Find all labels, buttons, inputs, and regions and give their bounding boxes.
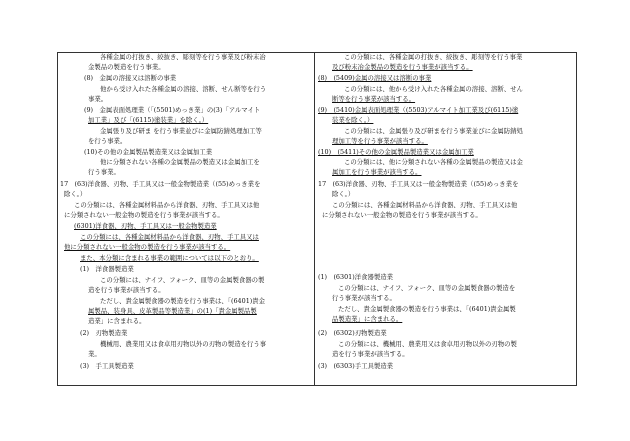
right-column-line: 理加工等を行う事業が該当する。 [332, 137, 428, 145]
left-column-line: また、本分類に含まれる事業の範囲については以下のとおり。 [80, 254, 259, 262]
left-column-line: 行う事業。 [88, 168, 120, 176]
right-column-line: に分類されない一般金物の製造を行う事業が該当する。 [322, 211, 482, 219]
right-column-line: この分類には、ナイフ、フォーク、皿等の金属製食器の製造を [338, 284, 516, 292]
left-column-line: に分類されない一般金物の製造を行う事業が該当する。 [64, 211, 224, 219]
right-column-line: この分類には、他に分類されない各種の金属製品の製造又は金 [344, 158, 523, 166]
left-column-line: (9) 金属表面処理業（「(5501)めっき業」の(3)「アルマイト [84, 106, 261, 114]
column-divider [314, 52, 315, 386]
left-column-line: 除く。） [64, 190, 87, 198]
right-column-line: この分類には、他から受け入れた各種金属の溶接、溶断、せん [344, 85, 523, 93]
left-column-line: (1) 洋食器製造業 [80, 265, 134, 273]
left-column-line: 機械用、農業用又は食卓用刃物以外の刃物の製造を行う事 [100, 340, 267, 348]
left-column-line: 他に分類されない各種の金属製品の製造又は金属加工を [100, 158, 260, 166]
right-column-line: (3) (6303)手工具製造業 [318, 362, 394, 370]
right-column-line: 造を行う事業が該当する。 [332, 350, 409, 358]
right-column-line: (9) (5410)金属表面処理業（(5503)アルマイト加工業及び(6115)塗 [318, 106, 519, 114]
right-column-line: 行う事業が該当する。 [332, 294, 396, 302]
left-column-line: この分類には、ナイフ、フォーク、皿等の金属製食器の製 [100, 276, 265, 284]
left-column-line: 加工業」及び「(6115)塗装業」を除く。） [88, 116, 209, 124]
left-column-line: (3) 手工具製造業 [80, 362, 134, 370]
right-column-line: この分類には、各種金属材料品から洋食器、刃物、手工具又は他 [332, 201, 518, 209]
left-column-line: ただし、貴金属製食器の製造を行う事業は、「(6401)貴金 [100, 297, 266, 305]
right-column-line: (8) (5409)金属の溶接又は溶断の事業 [318, 74, 432, 82]
right-column-line: 断等を行う事業が該当する。 [332, 95, 416, 103]
right-column-line: 品製造業」に含まれる。 [332, 315, 403, 323]
right-column-line: (1) (6301)洋食器製造業 [318, 273, 394, 281]
left-column-line: 事業。 [88, 95, 108, 103]
right-column-line: (10) (5411)その他の金属製品製造業又は金属加工業 [318, 148, 474, 156]
right-column-line: この分類には、機械用、農業用又は食卓用刃物以外の刃物の製 [338, 340, 517, 348]
left-column-line: 造を行う事業が該当する。 [88, 286, 165, 294]
right-column-line: 及び粉末冶金製品の製造を行う事業が該当する。 [332, 63, 473, 71]
left-column-line: (8) 金属の溶接又は溶断の事業 [84, 74, 177, 82]
right-column-line: この分類には、各種金属の打抜き、絞抜き、彫刻等を行う事業 [344, 53, 523, 61]
left-column-line: 17 (63)洋食器、刃物、手工具又は一般金物製造業（(55)めっき業を [60, 180, 261, 188]
left-column-line: (6301)洋食器、刃物、手工具又は一般金物製造業 [74, 222, 217, 230]
right-column-line: この分類には、金属張り及び研まを行う事業並びに金属防錆処 [344, 127, 523, 135]
left-column-line: (2) 刃物製造業 [80, 329, 128, 337]
left-column-line: (10)その他の金属製品製造業又は金属加工業 [84, 148, 213, 156]
right-column-line: 装業を除く。） [332, 116, 374, 124]
left-column-line: 他に分類されない一般金物の製造を行う事業が該当する。 [64, 243, 231, 251]
left-column-line: を行う事業。 [88, 137, 127, 145]
left-column-line: 業。 [88, 350, 101, 358]
right-column-line: 属加工を行う事業が該当する。 [332, 168, 422, 176]
left-column-line: この分類には、各種金属材料品から洋食器、刃物、手工具又は [80, 233, 259, 241]
right-column-line: (2) (6302)刃物製造業 [318, 329, 387, 337]
left-column-line: 金属張り及び研ま を行う事業並びに金属防錆処理加工等 [100, 127, 262, 135]
left-column-line: 他から受け入れた各種金属の溶接、溶断、せん断等を行う [100, 85, 267, 93]
left-column-line: 各種金属の打抜き、絞抜き、彫刻等を行う事業及び粉末冶 [100, 53, 266, 61]
right-column-line: 17 (63)洋食器、刃物、手工具又は一般金物製造業（(55)めっき業を [318, 180, 519, 188]
left-column-line: 金製品の製造を行う事業。 [88, 63, 165, 71]
left-column-line: この分類には、各種金属材料品から洋食器、刃物、手工具又は他 [74, 201, 260, 209]
right-column-line: 除く。） [332, 190, 355, 198]
left-column-line: 造業」に含まれる。 [88, 317, 146, 325]
left-column-line: 属製品、装身具、皮革製品等製造業」の(1)「貴金属製品製 [88, 307, 257, 315]
right-column-line: ただし、貴金属製食器の製造を行う事業は、「(6401)貴金属製 [338, 305, 516, 313]
